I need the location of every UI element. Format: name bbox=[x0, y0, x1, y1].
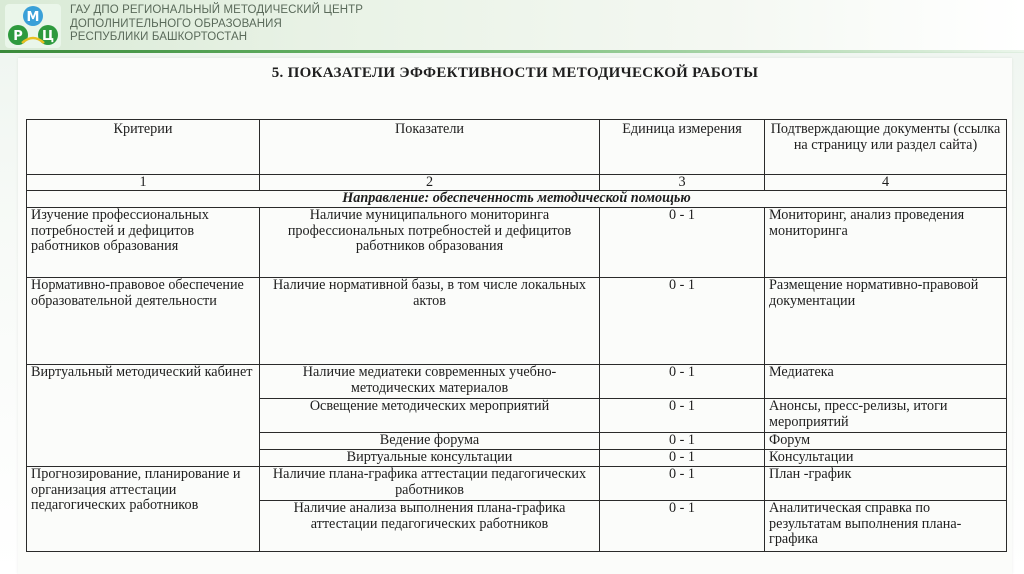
criterion-cell: Нормативно-правовое обеспечение образовательной деятельности bbox=[27, 278, 260, 365]
indicator-cell: Освещение методических мероприятий bbox=[260, 399, 600, 433]
documents-cell: Аналитическая справка по результатам выполнения плана-графика bbox=[765, 501, 1007, 552]
indicator-cell: Наличие нормативной базы, в том числе локальных актов bbox=[260, 278, 600, 365]
column-header-unit: Единица измерения bbox=[600, 120, 765, 175]
documents-cell: Анонсы, пресс-релизы, итоги мероприятий bbox=[765, 399, 1007, 433]
table-row bbox=[27, 467, 1007, 501]
organization-name bbox=[70, 4, 363, 45]
column-header-documents: Подтверждающие документы (ссылка на страницу или раздел сайта) bbox=[765, 120, 1007, 175]
indicator-cell: Наличие плана-графика аттестации педагогических работников bbox=[260, 467, 600, 501]
org-line-3: РЕСПУБЛИКИ БАШКОРТОСТАН bbox=[70, 31, 248, 43]
direction-row bbox=[27, 191, 1007, 208]
document-page bbox=[18, 58, 1012, 574]
org-line-2: ДОПОЛНИТЕЛЬНОГО ОБРАЗОВАНИЯ bbox=[70, 17, 282, 30]
unit-cell: 0 - 1 bbox=[600, 467, 765, 501]
logo-letter-r: Р bbox=[13, 29, 23, 44]
table-header-row bbox=[27, 120, 1007, 175]
column-header-indicators: Показатели bbox=[260, 120, 600, 175]
table-row bbox=[27, 208, 1007, 278]
unit-cell: 0 - 1 bbox=[600, 450, 765, 467]
documents-cell: Консультации bbox=[765, 450, 1007, 467]
column-number: 2 bbox=[260, 175, 600, 191]
documents-cell: Размещение нормативно-правовой документации bbox=[765, 278, 1007, 365]
header-divider bbox=[0, 50, 1024, 53]
unit-cell: 0 - 1 bbox=[600, 365, 765, 399]
indicator-cell: Наличие медиатеки современных учебно-методических материалов bbox=[260, 365, 600, 399]
column-number-row bbox=[27, 175, 1007, 191]
table-row bbox=[27, 278, 1007, 365]
column-number: 3 bbox=[600, 175, 765, 191]
logo-icon bbox=[4, 3, 62, 49]
indicator-cell: Ведение форума bbox=[260, 433, 600, 450]
unit-cell: 0 - 1 bbox=[600, 501, 765, 552]
indicator-cell: Наличие муниципального мониторинга профессиональных потребностей и дефицитов работников образования bbox=[260, 208, 600, 278]
org-line-1: ГАУ ДПО РЕГИОНАЛЬНЫЙ МЕТОДИЧЕСКИЙ ЦЕНТР bbox=[70, 4, 364, 16]
logo-letter-m: М bbox=[26, 10, 40, 25]
documents-cell: Медиатека bbox=[765, 365, 1007, 399]
documents-cell: План -график bbox=[765, 467, 1007, 501]
criterion-cell: Виртуальный методический кабинет bbox=[27, 365, 260, 467]
header-bar bbox=[0, 0, 1024, 52]
documents-cell: Мониторинг, анализ проведения мониторинга bbox=[765, 208, 1007, 278]
table-row bbox=[27, 365, 1007, 399]
logo-letter-c: Ц bbox=[41, 29, 55, 44]
unit-cell: 0 - 1 bbox=[600, 278, 765, 365]
criterion-cell: Прогнозирование, планирование и организация аттестации педагогических работников bbox=[27, 467, 260, 552]
unit-cell: 0 - 1 bbox=[600, 399, 765, 433]
column-number: 1 bbox=[27, 175, 260, 191]
indicator-cell: Виртуальные консультации bbox=[260, 450, 600, 467]
indicators-table bbox=[26, 119, 1007, 552]
indicator-cell: Наличие анализа выполнения плана-графика аттестации педагогических работников bbox=[260, 501, 600, 552]
unit-cell: 0 - 1 bbox=[600, 433, 765, 450]
direction-label: Направление: обеспеченность методической помощью bbox=[27, 191, 1007, 208]
column-header-criteria: Критерии bbox=[27, 120, 260, 175]
documents-cell: Форум bbox=[765, 433, 1007, 450]
criterion-cell: Изучение профессиональных потребностей и дефицитов работников образования bbox=[27, 208, 260, 278]
document-title: 5. ПОКАЗАТЕЛИ ЭФФЕКТИВНОСТИ МЕТОДИЧЕСКОЙ РАБОТЫ bbox=[271, 65, 759, 81]
column-number: 4 bbox=[765, 175, 1007, 191]
unit-cell: 0 - 1 bbox=[600, 208, 765, 278]
